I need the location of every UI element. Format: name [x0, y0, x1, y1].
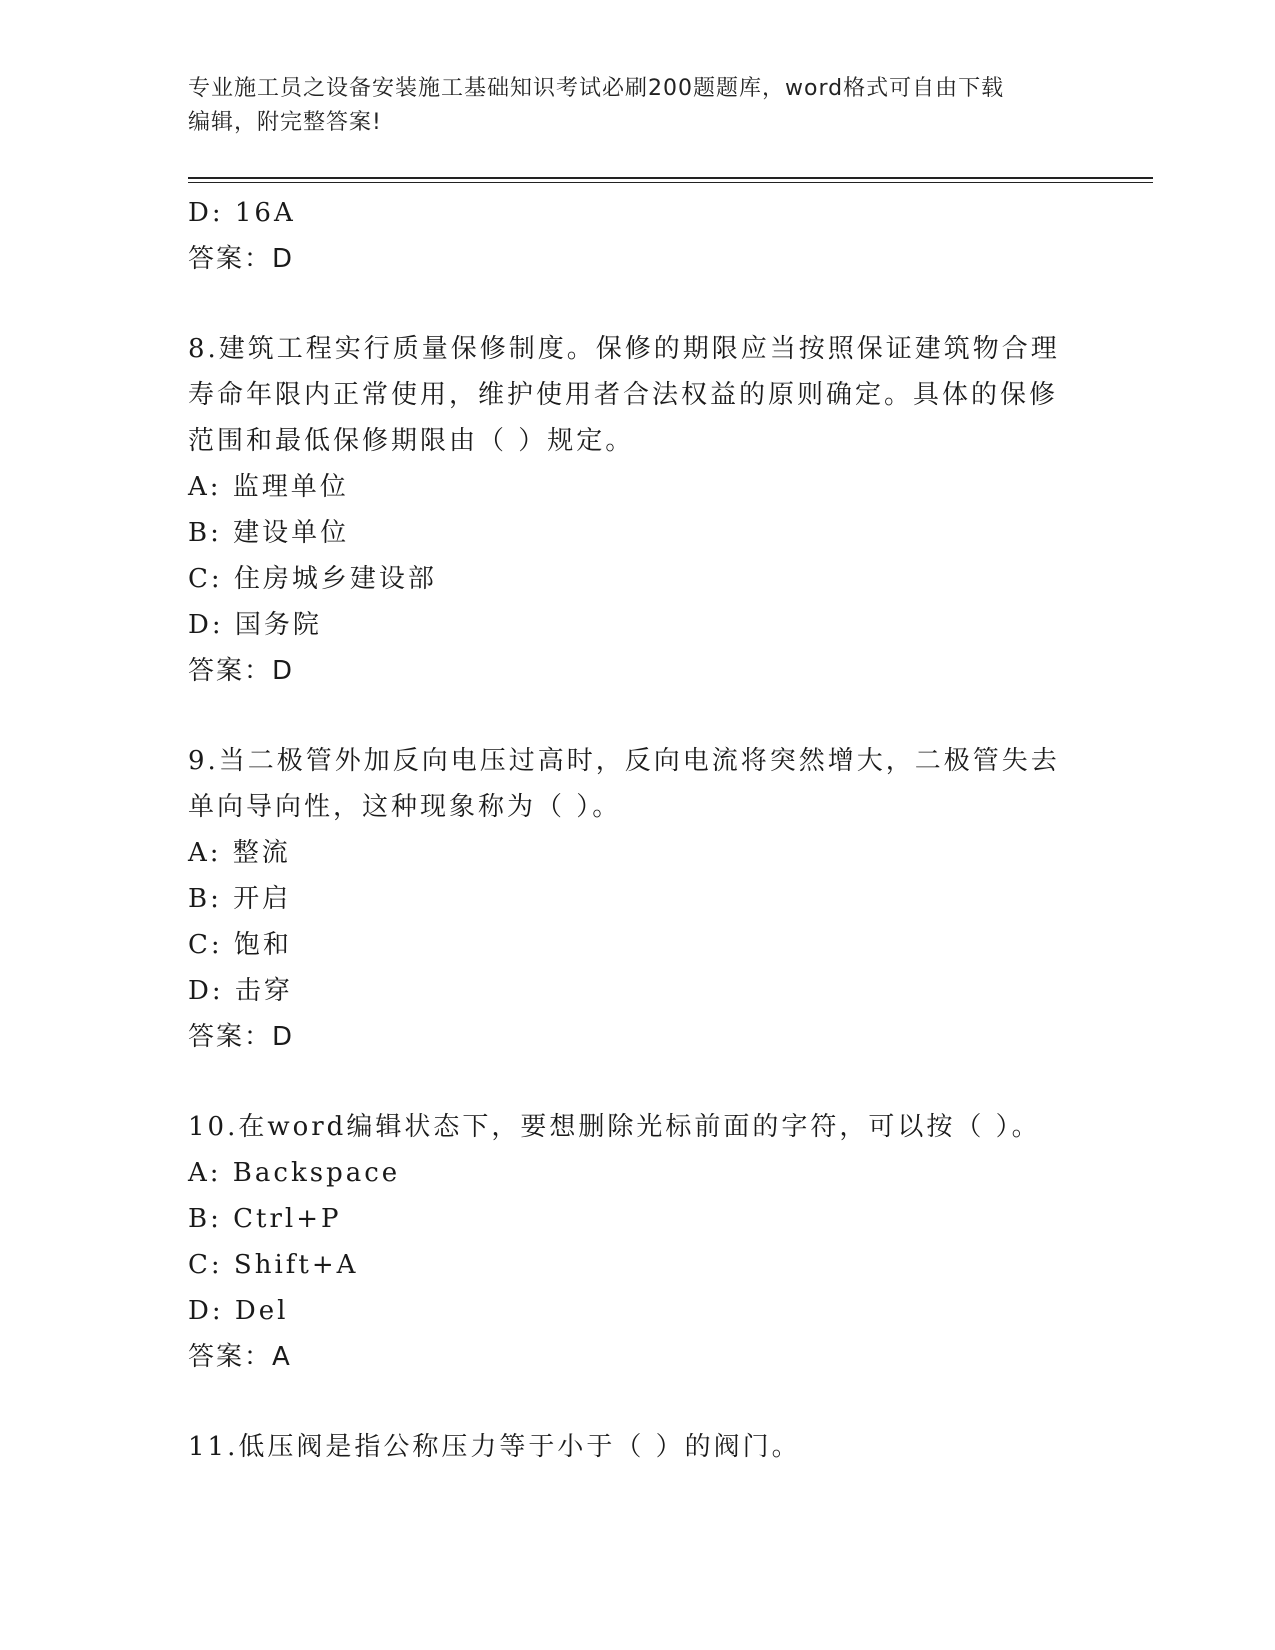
answer-line: 答案：D [188, 244, 295, 274]
option-c: C: 住房城乡建设部 [188, 564, 437, 594]
answer-line: 答案：A [188, 1342, 292, 1372]
question-text-line: 单向导向性，这种现象称为（ ）。 [188, 792, 622, 822]
header-rule-thick [188, 177, 1153, 179]
option-b: B: Ctrl+P [188, 1204, 342, 1234]
option-d: D: 击穿 [188, 976, 293, 1006]
spacer [188, 282, 1068, 326]
option-a: A: Backspace [188, 1158, 401, 1188]
question-text-line: 10.在word编辑状态下，要想删除光标前面的字符，可以按（ ）。 [188, 1112, 1041, 1142]
question-7-tail [188, 190, 1068, 282]
header-line-1: 专业施工员之设备安装施工基础知识考试必刷200题题库，word格式可自由下载 [188, 76, 1005, 101]
option-d: D: 16A [188, 198, 296, 228]
option-b: B: 开启 [188, 884, 292, 914]
header-line-2: 编辑，附完整答案! [188, 110, 382, 135]
option-b: B: 建设单位 [188, 518, 350, 548]
question-text-line: 8.建筑工程实行质量保修制度。保修的期限应当按照保证建筑物合理 [188, 334, 1060, 364]
option-d: D: Del [188, 1296, 289, 1326]
header-rule-thin [188, 182, 1153, 183]
option-a: A: 监理单位 [188, 472, 349, 502]
question-10 [188, 1104, 1068, 1380]
question-text-line: 9.当二极管外加反向电压过高时，反向电流将突然增大，二极管失去 [188, 746, 1060, 776]
option-c: C: 饱和 [188, 930, 292, 960]
option-a: A: 整流 [188, 838, 291, 868]
spacer [188, 1380, 1068, 1424]
answer-line: 答案：D [188, 1022, 295, 1052]
spacer [188, 1060, 1068, 1104]
question-8 [188, 326, 1068, 694]
document-header [188, 72, 1088, 140]
question-text-line: 11.低压阀是指公称压力等于小于（ ）的阀门。 [188, 1432, 801, 1462]
option-c: C: Shift+A [188, 1250, 359, 1280]
question-9 [188, 738, 1068, 1060]
spacer [188, 694, 1068, 738]
question-text-line: 寿命年限内正常使用，维护使用者合法权益的原则确定。具体的保修 [188, 380, 1059, 410]
answer-line: 答案：D [188, 656, 295, 686]
question-text-line: 范围和最低保修期限由（ ）规定。 [188, 426, 635, 456]
option-d: D: 国务院 [188, 610, 322, 640]
document-body [188, 190, 1068, 1470]
question-11 [188, 1424, 1068, 1470]
